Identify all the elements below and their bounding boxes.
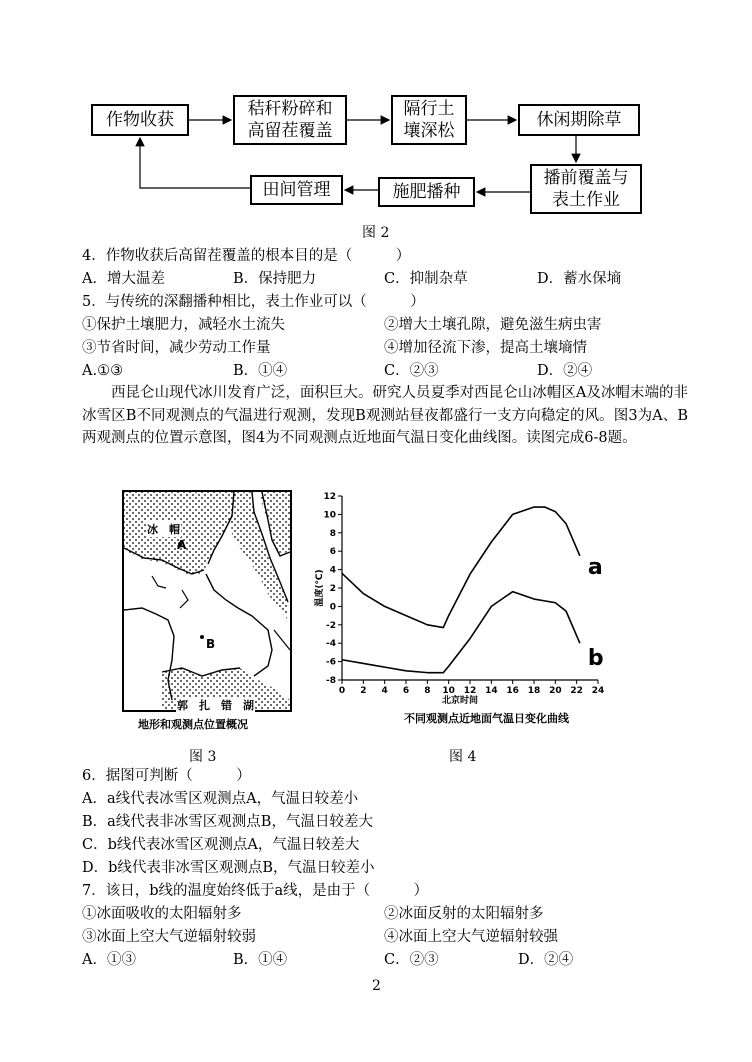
- q7-stem: 7．该日，b线的温度始终低于a线，是由于（ ）: [82, 883, 429, 899]
- q7-option-d: D．②④: [518, 952, 574, 968]
- box-deep: 隔行土 壤深松: [391, 95, 467, 145]
- fig4-inner-caption: 不同观测点近地面气温日变化曲线: [404, 712, 569, 725]
- y-tick-label: -6: [326, 657, 336, 668]
- y-tick-label: -4: [326, 639, 336, 650]
- x-tick-label: 18: [527, 686, 541, 696]
- x-tick-label: 2: [360, 686, 367, 696]
- y-tick-label: -8: [326, 676, 336, 686]
- q7-item-3: ③冰面上空大气逆辐射较弱: [82, 929, 256, 945]
- map-label-a: A: [177, 538, 187, 552]
- x-tick-label: 14: [485, 686, 498, 696]
- fig3-caption: 图 3: [189, 749, 217, 765]
- point-b: [200, 635, 204, 639]
- series-line-b: [342, 592, 580, 673]
- y-tick-label: 6: [329, 547, 336, 558]
- x-tick-label: 20: [549, 686, 562, 696]
- q4-option-b: B．保持肥力: [233, 271, 317, 287]
- y-tick-label: 12: [323, 492, 336, 502]
- x-tick-label: 24: [591, 686, 605, 696]
- y-tick-label: 10: [323, 510, 336, 521]
- flowchart-arrows: [0, 0, 752, 260]
- box-weed: 休闲期除草: [518, 104, 640, 136]
- q5-option-c: C．②③: [384, 363, 439, 379]
- map-label-lake: 郭 扎 错 湖: [177, 699, 254, 712]
- q6-option-d: D．b线代表非冰雪区观测点B，气温日较差小: [82, 860, 375, 876]
- q5-item-1: ①保护土壤肥力，减轻水土流失: [82, 317, 285, 333]
- map-label-b: B: [206, 637, 216, 651]
- series-label-a: a: [587, 554, 603, 580]
- q4-stem: 4．作物收获后高留茬覆盖的根本目的是（ ）: [82, 248, 411, 264]
- q4-option-c: C．抑制杂草: [384, 271, 468, 287]
- x-tick-label: 12: [463, 686, 477, 696]
- x-tick-label: 6: [402, 686, 410, 696]
- y-tick-label: -2: [326, 620, 336, 631]
- x-tick-label: 16: [506, 686, 519, 696]
- box-sow: 施肥播种: [378, 177, 475, 207]
- fig3-inner-caption: 地形和观测点位置概况: [138, 718, 248, 731]
- page-number: 2: [372, 978, 381, 994]
- q5-stem: 5．与传统的深翻播种相比，表土作业可以（ ）: [82, 294, 425, 310]
- box-cover: 播前覆盖与 表土作业: [530, 164, 642, 214]
- q5-option-b: B．①④: [233, 363, 288, 379]
- x-tick-label: 10: [442, 686, 455, 696]
- q7-option-a: A．①③: [82, 952, 136, 968]
- q7-item-1: ①冰面吸收的太阳辐射多: [82, 906, 242, 922]
- box-harvest: 作物收获: [91, 104, 189, 136]
- box-field: 田间管理: [250, 175, 343, 205]
- x-tick-label: 4: [381, 686, 388, 696]
- fig2-caption: 图 2: [362, 225, 390, 241]
- q6-stem: 6．据图可判断（ ）: [82, 768, 251, 784]
- box-straw: 秸秆粉碎和 高留茬覆盖: [233, 95, 347, 145]
- temperature-chart: [310, 488, 630, 728]
- q4-option-d: D．蓄水保墒: [537, 271, 622, 287]
- series-label-b: b: [587, 646, 604, 672]
- y-tick-label: 8: [329, 528, 336, 539]
- q6-option-c: C．b线代表冰雪区观测点A，气温日较差大: [82, 837, 360, 853]
- q4-option-a: A．增大温差: [82, 271, 165, 287]
- q7-option-b: B．①④: [233, 952, 288, 968]
- q6-option-b: B．a线代表非冰雪区观测点B，气温日较差大: [82, 814, 373, 830]
- q5-option-a: A.①③: [82, 363, 124, 379]
- q5-item-3: ③节省时间，减少劳动工作量: [82, 340, 271, 356]
- q6-option-a: A．a线代表冰雪区观测点A，气温日较差小: [82, 791, 359, 807]
- map-label-ice: 冰 帽: [147, 523, 180, 536]
- x-tick-label: 0: [338, 686, 346, 696]
- y-axis-label: 温度(℃): [315, 569, 325, 607]
- y-tick-label: 0: [329, 602, 336, 613]
- x-tick-label: 8: [424, 686, 431, 696]
- passage: 西昆仑山现代冰川发育广泛，面积巨大。研究人员夏季对西昆仑山冰帽区A及冰帽末端的非冰雪区B不同观测点的气温进行观测，发现B观测站昼夜都盛行一支方向稳定的风。图3为A、B两观测点的位置示意图，图4为不同观测点近地面气温日变化曲线图。读图完成6-8题。: [82, 385, 688, 446]
- series-line-a: [342, 507, 580, 628]
- y-tick-label: 2: [329, 584, 336, 594]
- q5-item-2: ②增大土壤孔隙，避免滋生病虫害: [384, 317, 602, 333]
- q7-item-4: ④冰面上空大气逆辐射较强: [384, 929, 558, 945]
- q5-option-d: D．②④: [537, 363, 593, 379]
- q5-item-4: ④增加径流下渗，提高土壤墒情: [384, 340, 587, 356]
- y-tick-label: 4: [329, 565, 336, 576]
- x-tick-label: 22: [570, 686, 583, 696]
- q7-item-2: ②冰面反射的太阳辐射多: [384, 906, 544, 922]
- x-axis-label: 北京时间: [441, 696, 479, 706]
- q7-option-c: C．②③: [384, 952, 439, 968]
- fig4-caption: 图 4: [449, 749, 477, 765]
